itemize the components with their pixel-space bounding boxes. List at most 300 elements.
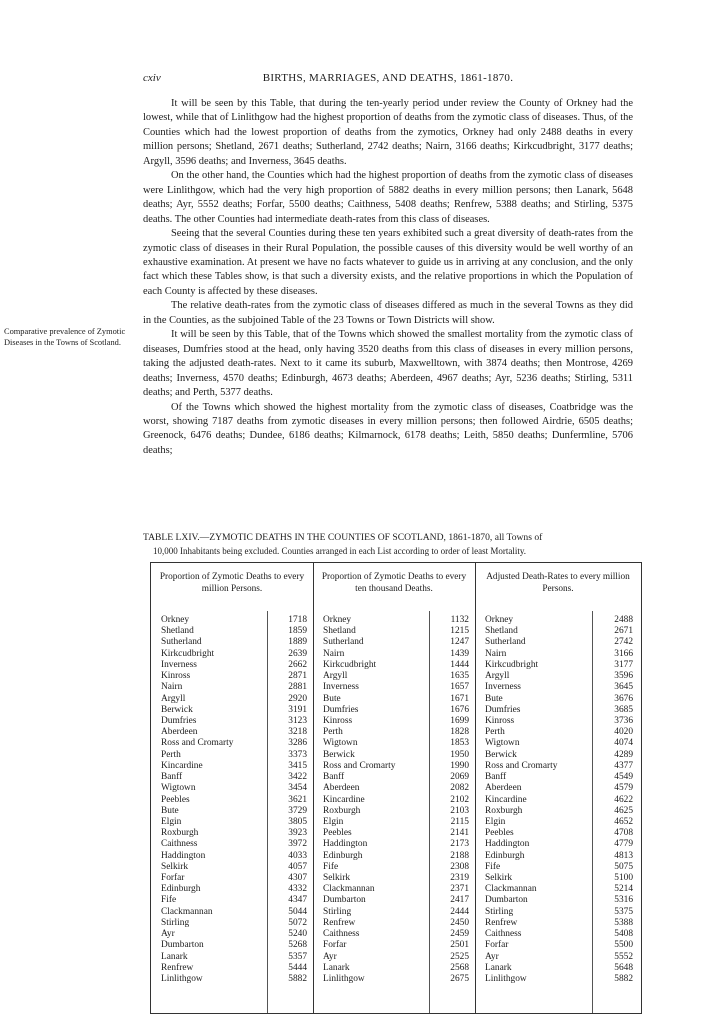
table-row bbox=[323, 929, 469, 940]
table-row bbox=[323, 806, 469, 817]
county-name: Shetland bbox=[485, 626, 518, 637]
death-rate-value: 5316 bbox=[614, 895, 633, 906]
county-name: Orkney bbox=[161, 615, 190, 625]
death-rate-value: 2371 bbox=[450, 884, 469, 895]
page-number: cxiv bbox=[143, 72, 161, 84]
table-row bbox=[323, 626, 469, 637]
death-rate-value: 2173 bbox=[450, 839, 469, 850]
table-row bbox=[161, 716, 307, 727]
death-rate-value: 2742 bbox=[614, 637, 633, 648]
county-name: Dumfries bbox=[161, 715, 197, 726]
table-row bbox=[161, 806, 307, 817]
table-row bbox=[323, 783, 469, 794]
zymotic-deaths-table bbox=[150, 562, 642, 1014]
county-name: Renfrew bbox=[485, 917, 518, 928]
county-name: Dumfries bbox=[485, 704, 521, 715]
death-rate-value: 5075 bbox=[614, 861, 633, 872]
table-row bbox=[161, 761, 307, 772]
table-row bbox=[161, 974, 307, 985]
column-heading: Proportion of Zymotic Deaths to every ten thousand Deaths. bbox=[321, 572, 467, 594]
table-row bbox=[485, 851, 633, 862]
death-rate-value: 2319 bbox=[450, 873, 469, 884]
county-name: Aberdeen bbox=[161, 727, 198, 738]
county-name: Kirkcudbright bbox=[161, 648, 215, 659]
county-name: Lanark bbox=[323, 962, 350, 973]
table-title-block bbox=[143, 532, 643, 557]
county-name: Stirling bbox=[161, 917, 190, 928]
county-name: Inverness bbox=[323, 682, 359, 693]
death-rate-value: 4377 bbox=[614, 760, 633, 771]
death-rate-value: 2675 bbox=[450, 974, 469, 984]
death-rate-value: 4307 bbox=[288, 873, 307, 884]
county-name: Stirling bbox=[485, 906, 514, 917]
county-name: Peebles bbox=[323, 828, 352, 839]
paragraph: Seeing that the several Counties during these ten years exhibited such a great diversity of death-rates from the zymotic class of diseases in their Rural Population, the possible causes of this diversity would be well worthy of an exhaustive examination. At present we have no facts whatever to guide us in arriving at any conclusion, and the only fact which these Tables show, is that such a diversity exists, and the relative proportions in which the Population of each County is affected by these diseases. bbox=[143, 228, 633, 297]
death-rate-value: 1859 bbox=[288, 626, 307, 637]
death-rate-value: 4622 bbox=[614, 794, 633, 805]
table-row bbox=[161, 694, 307, 705]
death-rate-value: 5388 bbox=[614, 917, 633, 928]
table-row bbox=[323, 761, 469, 772]
death-rate-value: 2141 bbox=[450, 828, 469, 839]
county-name: Haddington bbox=[485, 839, 530, 850]
county-name: Clackmannan bbox=[161, 906, 213, 917]
county-name: Argyll bbox=[323, 671, 348, 682]
table-row bbox=[485, 649, 633, 660]
county-name: Nairn bbox=[323, 648, 345, 659]
table-row bbox=[323, 873, 469, 884]
county-name: Peebles bbox=[161, 794, 190, 805]
table-row bbox=[323, 682, 469, 693]
county-name: Kincardine bbox=[485, 794, 527, 805]
table-row bbox=[485, 929, 633, 940]
county-name: Ross and Cromarty bbox=[323, 760, 396, 771]
county-name: Bute bbox=[323, 693, 341, 704]
table-row bbox=[485, 817, 633, 828]
county-name: Nairn bbox=[485, 648, 507, 659]
table-row bbox=[323, 817, 469, 828]
county-name: Lanark bbox=[485, 962, 512, 973]
county-name: Sutherland bbox=[323, 637, 364, 648]
death-rate-value: 5375 bbox=[614, 906, 633, 917]
death-rate-value: 1718 bbox=[288, 615, 307, 625]
death-rate-value: 1676 bbox=[450, 704, 469, 715]
page-header bbox=[143, 72, 633, 86]
table-row bbox=[485, 615, 633, 626]
death-rate-value: 2871 bbox=[288, 671, 307, 682]
table-row bbox=[485, 873, 633, 884]
table-row bbox=[323, 884, 469, 895]
table-row bbox=[161, 626, 307, 637]
death-rate-value: 2488 bbox=[614, 615, 633, 625]
death-rate-value: 2671 bbox=[614, 626, 633, 637]
death-rate-value: 3373 bbox=[288, 749, 307, 760]
death-rate-value: 4779 bbox=[614, 839, 633, 850]
death-rate-value: 1853 bbox=[450, 738, 469, 749]
county-name: Berwick bbox=[161, 704, 193, 715]
county-name: Wigtown bbox=[161, 783, 196, 794]
county-name: Banff bbox=[485, 772, 507, 783]
county-list bbox=[323, 615, 469, 985]
county-name: Orkney bbox=[323, 615, 352, 625]
death-rate-value: 5268 bbox=[288, 940, 307, 951]
death-rate-value: 2102 bbox=[450, 794, 469, 805]
county-name: Ayr bbox=[323, 951, 337, 962]
death-rate-value: 1828 bbox=[450, 727, 469, 738]
death-rate-value: 1215 bbox=[450, 626, 469, 637]
table-row bbox=[161, 862, 307, 873]
county-name: Linlithgow bbox=[323, 974, 365, 984]
table-row bbox=[161, 660, 307, 671]
table-row bbox=[485, 884, 633, 895]
death-rate-value: 2568 bbox=[450, 962, 469, 973]
table-row bbox=[161, 783, 307, 794]
county-name: Berwick bbox=[485, 749, 517, 760]
death-rate-value: 5357 bbox=[288, 951, 307, 962]
table-row bbox=[161, 738, 307, 749]
table-row bbox=[323, 694, 469, 705]
death-rate-value: 4625 bbox=[614, 805, 633, 816]
death-rate-value: 4020 bbox=[614, 727, 633, 738]
county-name: Kinross bbox=[485, 715, 515, 726]
county-name: Edinburgh bbox=[323, 850, 363, 861]
county-name: Selkirk bbox=[485, 873, 513, 884]
county-name: Argyll bbox=[161, 693, 186, 704]
county-name: Shetland bbox=[161, 626, 194, 637]
table-subtitle: 10,000 Inhabitants being excluded. Counties arranged in each List according to order of least Mortality. bbox=[153, 545, 527, 556]
table-row bbox=[161, 873, 307, 884]
county-name: Edinburgh bbox=[161, 884, 201, 895]
table-row bbox=[161, 918, 307, 929]
table-row bbox=[161, 929, 307, 940]
death-rate-value: 1132 bbox=[450, 615, 469, 625]
county-name: Banff bbox=[161, 772, 183, 783]
table-row bbox=[485, 907, 633, 918]
county-name: Sutherland bbox=[485, 637, 526, 648]
death-rate-value: 4549 bbox=[614, 772, 633, 783]
table-row bbox=[485, 671, 633, 682]
county-name: Forfar bbox=[485, 940, 509, 951]
county-name: Kincardine bbox=[161, 760, 203, 771]
death-rate-value: 1444 bbox=[450, 659, 469, 670]
death-rate-value: 2881 bbox=[288, 682, 307, 693]
table-row bbox=[161, 637, 307, 648]
death-rate-value: 5214 bbox=[614, 884, 633, 895]
county-name: Ross and Cromarty bbox=[161, 738, 234, 749]
death-rate-value: 3645 bbox=[614, 682, 633, 693]
death-rate-value: 2082 bbox=[450, 783, 469, 794]
county-name: Ayr bbox=[485, 951, 499, 962]
death-rate-value: 5500 bbox=[614, 940, 633, 951]
county-name: Bute bbox=[161, 805, 179, 816]
death-rate-value: 1990 bbox=[450, 760, 469, 771]
death-rate-value: 3177 bbox=[614, 659, 633, 670]
table-row bbox=[485, 795, 633, 806]
death-rate-value: 2417 bbox=[450, 895, 469, 906]
county-name: Perth bbox=[485, 727, 505, 738]
death-rate-value: 1247 bbox=[450, 637, 469, 648]
table-row bbox=[323, 772, 469, 783]
county-name: Stirling bbox=[323, 906, 352, 917]
death-rate-value: 2115 bbox=[450, 816, 469, 827]
death-rate-value: 1889 bbox=[288, 637, 307, 648]
paragraph: The relative death-rates from the zymotic class of diseases differed as much in the several Towns as they did in the Counties, as the subjoined Table of the 23 Towns or Town Districts will show. bbox=[143, 300, 633, 326]
county-name: Roxburgh bbox=[161, 828, 199, 839]
death-rate-value: 2450 bbox=[450, 917, 469, 928]
county-name: Perth bbox=[161, 749, 181, 760]
paragraph: Of the Towns which showed the highest mortality from the zymotic class of diseases, Coatbridge was the worst, showing 7187 deaths from zymotic diseases in every million persons; then followed Airdrie, 6505 deaths; Greenock, 6476 deaths; Dundee, 6186 deaths; Kilmarnock, 6178 deaths; Leith, 5850 deaths; Dunfermline, 5706 deaths; bbox=[143, 401, 633, 456]
county-name: Roxburgh bbox=[485, 805, 523, 816]
death-rate-value: 3123 bbox=[288, 715, 307, 726]
county-name: Fife bbox=[161, 895, 177, 906]
death-rate-value: 4074 bbox=[614, 738, 633, 749]
table-row bbox=[323, 963, 469, 974]
table-row bbox=[323, 795, 469, 806]
table-row bbox=[323, 716, 469, 727]
death-rate-value: 2444 bbox=[450, 906, 469, 917]
table-row bbox=[323, 649, 469, 660]
table-row bbox=[485, 626, 633, 637]
table-row bbox=[323, 828, 469, 839]
county-name: Peebles bbox=[485, 828, 514, 839]
table-title: TABLE LXIV.—ZYMOTIC DEATHS IN THE COUNTIES OF SCOTLAND, 1861-1870, all Towns of bbox=[143, 532, 543, 543]
county-name: Banff bbox=[323, 772, 345, 783]
county-name: Clackmannan bbox=[485, 884, 537, 895]
death-rate-value: 5240 bbox=[288, 929, 307, 940]
table-row bbox=[323, 952, 469, 963]
death-rate-value: 5882 bbox=[288, 974, 307, 984]
county-name: Caithness bbox=[323, 929, 360, 940]
death-rate-value: 1635 bbox=[450, 671, 469, 682]
death-rate-value: 5072 bbox=[288, 917, 307, 928]
county-name: Kirkcudbright bbox=[323, 659, 377, 670]
county-name: Inverness bbox=[161, 659, 197, 670]
table-row bbox=[485, 940, 633, 951]
county-name: Dumbarton bbox=[161, 940, 204, 951]
table-row bbox=[485, 862, 633, 873]
county-name: Dumbarton bbox=[485, 895, 528, 906]
table-row bbox=[161, 940, 307, 951]
county-name: Renfrew bbox=[323, 917, 356, 928]
table-row bbox=[161, 682, 307, 693]
county-name: Renfrew bbox=[161, 962, 194, 973]
death-rate-value: 1657 bbox=[450, 682, 469, 693]
death-rate-value: 3286 bbox=[288, 738, 307, 749]
death-rate-value: 5648 bbox=[614, 962, 633, 973]
county-name: Aberdeen bbox=[485, 783, 522, 794]
table-row bbox=[485, 716, 633, 727]
table-row bbox=[485, 839, 633, 850]
county-name: Selkirk bbox=[323, 873, 351, 884]
table-row bbox=[161, 817, 307, 828]
death-rate-value: 4033 bbox=[288, 850, 307, 861]
table-row bbox=[485, 637, 633, 648]
death-rate-value: 3415 bbox=[288, 760, 307, 771]
county-name: Wigtown bbox=[485, 738, 520, 749]
paragraph: On the other hand, the Counties which had the highest proportion of deaths from the zymotic class of diseases were Linlithgow, which had the very high proportion of 5882 deaths in every million persons; then Lanark, 5648 deaths; Ayr, 5552 deaths; Forfar, 5500 deaths; Caithness, 5408 deaths; Renfrew, 5388 deaths; and Stirling, 5375 deaths. The other Counties had intermediate death-rates from this class of diseases. bbox=[143, 170, 633, 225]
death-rate-value: 4057 bbox=[288, 861, 307, 872]
death-rate-value: 2308 bbox=[450, 861, 469, 872]
table-row bbox=[161, 907, 307, 918]
death-rate-value: 3422 bbox=[288, 772, 307, 783]
table-row bbox=[161, 649, 307, 660]
county-name: Aberdeen bbox=[323, 783, 360, 794]
death-rate-value: 3736 bbox=[614, 715, 633, 726]
county-name: Caithness bbox=[161, 839, 198, 850]
county-name: Sutherland bbox=[161, 637, 202, 648]
margin-note: Comparative prevalence of Zymotic Diseases in the Towns of Scotland. bbox=[4, 327, 126, 347]
table-row bbox=[323, 750, 469, 761]
body-text bbox=[143, 97, 633, 458]
death-rate-value: 3191 bbox=[288, 704, 307, 715]
death-rate-value: 3676 bbox=[614, 693, 633, 704]
death-rate-value: 4332 bbox=[288, 884, 307, 895]
table-row bbox=[161, 727, 307, 738]
death-rate-value: 4813 bbox=[614, 850, 633, 861]
county-name: Haddington bbox=[323, 839, 368, 850]
county-name: Perth bbox=[323, 727, 343, 738]
county-name: Ross and Cromarty bbox=[485, 760, 558, 771]
death-rate-value: 3454 bbox=[288, 783, 307, 794]
death-rate-value: 3596 bbox=[614, 671, 633, 682]
table-row bbox=[323, 637, 469, 648]
death-rate-value: 2525 bbox=[450, 951, 469, 962]
death-rate-value: 3621 bbox=[288, 794, 307, 805]
table-row bbox=[485, 738, 633, 749]
county-name: Shetland bbox=[323, 626, 356, 637]
column-divider bbox=[475, 563, 476, 1013]
table-row bbox=[161, 963, 307, 974]
table-row bbox=[161, 615, 307, 626]
table-row bbox=[323, 907, 469, 918]
table-row bbox=[161, 839, 307, 850]
death-rate-value: 5100 bbox=[614, 873, 633, 884]
county-name: Lanark bbox=[161, 951, 188, 962]
table-row bbox=[161, 772, 307, 783]
death-rate-value: 1439 bbox=[450, 648, 469, 659]
death-rate-value: 5444 bbox=[288, 962, 307, 973]
paragraph: It will be seen by this Table, that of the Towns which showed the smallest mortality from the zymotic class of diseases, Dumfries stood at the head, only having 3520 deaths from this class of diseases in every million persons, taking the adjusted death-rates. Next to it came its suburb, Maxwelltown, with 3874 deaths; then Montrose, 4269 deaths; Inverness, 4570 deaths; Edinburgh, 4673 deaths; Aberdeen, 4967 deaths; Ayr, 5236 deaths; Stirling, 5311 deaths; and Perth, 5377 deaths. bbox=[143, 329, 633, 399]
death-rate-value: 3218 bbox=[288, 727, 307, 738]
table-row bbox=[485, 761, 633, 772]
county-name: Elgin bbox=[161, 816, 182, 827]
death-rate-value: 2103 bbox=[450, 805, 469, 816]
table-row bbox=[323, 851, 469, 862]
table-row bbox=[323, 660, 469, 671]
table-row bbox=[323, 727, 469, 738]
death-rate-value: 4579 bbox=[614, 783, 633, 794]
table-row bbox=[323, 615, 469, 626]
county-name: Haddington bbox=[161, 850, 206, 861]
table-row bbox=[323, 839, 469, 850]
county-name: Linlithgow bbox=[485, 974, 527, 984]
death-rate-value: 5044 bbox=[288, 906, 307, 917]
death-rate-value: 3972 bbox=[288, 839, 307, 850]
table-row bbox=[485, 660, 633, 671]
death-rate-value: 3805 bbox=[288, 816, 307, 827]
death-rate-value: 4289 bbox=[614, 749, 633, 760]
death-rate-value: 1699 bbox=[450, 715, 469, 726]
county-name: Nairn bbox=[161, 682, 183, 693]
table-row bbox=[485, 918, 633, 929]
county-name: Kirkcudbright bbox=[485, 659, 539, 670]
table-row bbox=[485, 963, 633, 974]
death-rate-value: 5882 bbox=[614, 974, 633, 984]
county-name: Edinburgh bbox=[485, 850, 525, 861]
death-rate-value: 1950 bbox=[450, 749, 469, 760]
death-rate-value: 4708 bbox=[614, 828, 633, 839]
county-name: Bute bbox=[485, 693, 503, 704]
county-name: Kinross bbox=[323, 715, 353, 726]
table-row bbox=[161, 705, 307, 716]
table-row bbox=[485, 750, 633, 761]
table-row bbox=[485, 952, 633, 963]
county-list bbox=[161, 615, 307, 985]
county-name: Elgin bbox=[485, 816, 506, 827]
county-name: Fife bbox=[485, 861, 501, 872]
county-name: Fife bbox=[323, 861, 339, 872]
county-name: Roxburgh bbox=[323, 805, 361, 816]
death-rate-value: 5552 bbox=[614, 951, 633, 962]
table-row bbox=[323, 862, 469, 873]
table-row bbox=[161, 952, 307, 963]
county-name: Argyll bbox=[485, 671, 510, 682]
table-row bbox=[485, 783, 633, 794]
running-title: BIRTHS, MARRIAGES, AND DEATHS, 1861-1870. bbox=[262, 72, 514, 84]
table-row bbox=[323, 895, 469, 906]
table-row bbox=[161, 828, 307, 839]
table-row bbox=[485, 772, 633, 783]
death-rate-value: 3166 bbox=[614, 648, 633, 659]
column-divider bbox=[313, 563, 314, 1013]
county-name: Wigtown bbox=[323, 738, 358, 749]
table-row bbox=[323, 974, 469, 985]
table-row bbox=[323, 918, 469, 929]
death-rate-value: 2188 bbox=[450, 850, 469, 861]
death-rate-value: 2501 bbox=[450, 940, 469, 951]
column-heading: Adjusted Death-Rates to every million Persons. bbox=[486, 572, 630, 594]
table-row bbox=[161, 851, 307, 862]
county-name: Kincardine bbox=[323, 794, 365, 805]
county-name: Linlithgow bbox=[161, 974, 203, 984]
death-rate-value: 2920 bbox=[288, 693, 307, 704]
county-name: Berwick bbox=[323, 749, 355, 760]
death-rate-value: 2459 bbox=[450, 929, 469, 940]
table-row bbox=[323, 705, 469, 716]
death-rate-value: 1671 bbox=[450, 693, 469, 704]
table-row bbox=[323, 940, 469, 951]
table-row bbox=[161, 795, 307, 806]
county-name: Dumfries bbox=[323, 704, 359, 715]
table-row bbox=[485, 828, 633, 839]
table-row bbox=[323, 738, 469, 749]
death-rate-value: 2662 bbox=[288, 659, 307, 670]
county-name: Kinross bbox=[161, 671, 191, 682]
death-rate-value: 4347 bbox=[288, 895, 307, 906]
county-name: Ayr bbox=[161, 929, 175, 940]
county-name: Caithness bbox=[485, 929, 522, 940]
death-rate-value: 4652 bbox=[614, 816, 633, 827]
county-list bbox=[485, 615, 633, 985]
county-name: Orkney bbox=[485, 615, 514, 625]
table-row bbox=[485, 974, 633, 985]
county-name: Elgin bbox=[323, 816, 344, 827]
death-rate-value: 3923 bbox=[288, 828, 307, 839]
county-name: Selkirk bbox=[161, 861, 189, 872]
table-row bbox=[485, 705, 633, 716]
death-rate-value: 2639 bbox=[288, 648, 307, 659]
table-row bbox=[485, 806, 633, 817]
